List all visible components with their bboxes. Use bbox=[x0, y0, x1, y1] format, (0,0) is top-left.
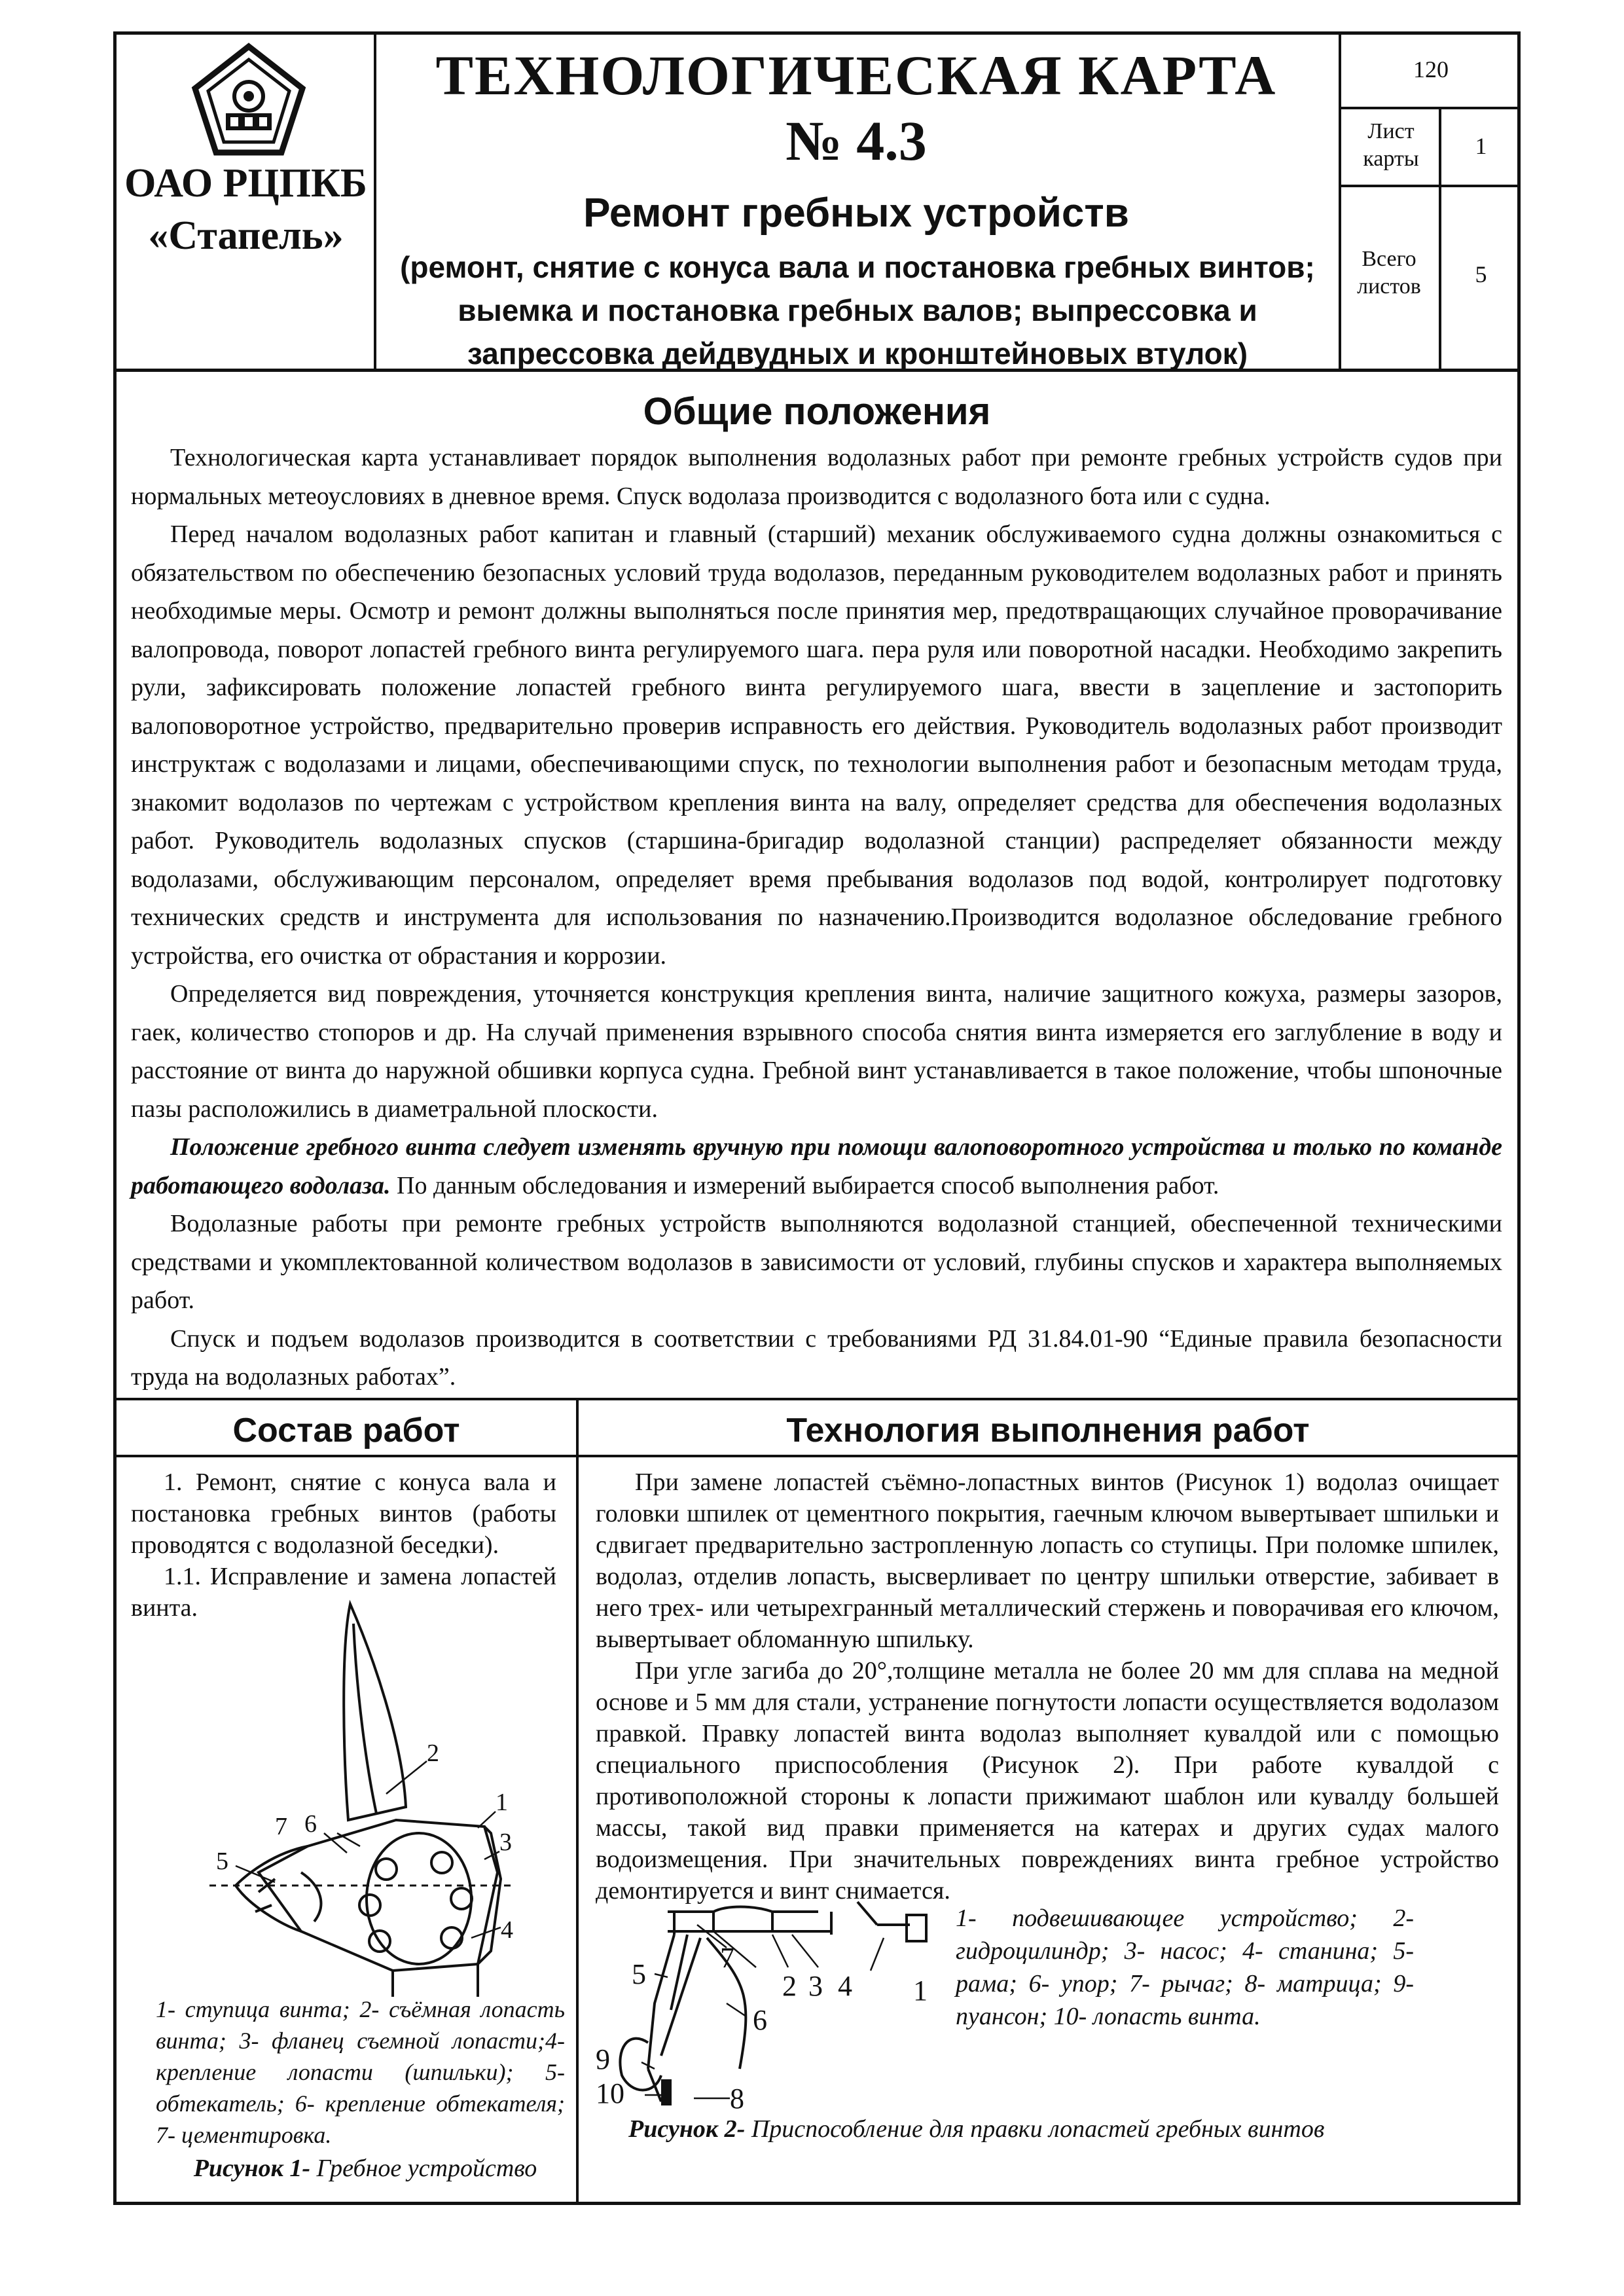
works-composition-header: Состав работ bbox=[232, 1412, 460, 1449]
safety-emphasis: Положение гребного винта следует изменять вручную при помощи валоповоротного устройства и только по команде работающего водолаза. bbox=[131, 1133, 1502, 1199]
fig2-label-5: 5 bbox=[632, 1958, 646, 1990]
technology-text bbox=[596, 1467, 1499, 1906]
fig2-label-8: 8 bbox=[730, 2083, 744, 2115]
general-paragraph-2: Перед началом водолазных работ капитан и главный (старший) механик обслуживаемого судна должны ознакомиться с обязательством по обеспечению безопасных условий труда водолазов, переданным руководителем водолазных работ и принять необходимые меры. Осмотр и ремонт должны выполняться после принятия мер, предотвращающих случайное проворачивание валопровода, поворот лопастей гребного винта регулируемого шага. пера руля или поворотной насадки. Необходимо закрепить рули, зафиксировать положение лопастей гребного винта регулируемого шага, ввести в зацепление и застопорить валоповоротное устройство, предварительно проверив исправность его действия. Руководитель водолазных работ производит инструктаж с водолазами и лицами, обеспечивающими спуск, по технологии выполнения работ и безопасным методам труда, знакомит водолазов по чертежам с устройством крепления винта на валу, определяет средства для обеспечения водолазных работ. Руководитель водолазных спусков (старшина-бригадир водолазной станции) распределяет обязанности между водолазами, обслуживающим персоналом, определяет время пребывания водолазов под водой, контролирует подготовку технических средств и инструмента для использования по назначению.Производится водолазное обследование гребного устройства, его очистка от обрастания и коррозии. bbox=[131, 520, 1502, 970]
figure-1-title-bold: Рисунок 1- bbox=[193, 2155, 311, 2182]
figure-1-title bbox=[156, 2154, 575, 2183]
header-cell-line-1 bbox=[1339, 107, 1521, 109]
fig2-label-1: 1 bbox=[913, 1975, 928, 2007]
columns-head-line bbox=[113, 1455, 1521, 1457]
fig2-label-2: 2 bbox=[782, 1970, 797, 2002]
page-number: 120 bbox=[1413, 56, 1449, 82]
technology-paragraph-2: При угле загиба до 20°,толщине металла не более 20 мм для сплава на медной основе и 5 мм для стали, устранение погнутости лопасти осуществляется водолазом правкой. Правку лопастей винта водолаз выполняет кувалдой или с помощью специального приспособления (Рисунок 2). При работе кувалдой с противоположной стороны к лопасти прижимают шаблон или кувалду большей массы, такой вид правки применяется на катерах и других судах малого водоизмещения. При значительных повреждениях винта гребное устройство демонтируется и винт снимается. bbox=[596, 1657, 1499, 1904]
fig2-label-10: 10 bbox=[596, 2077, 624, 2109]
fig2-label-4: 4 bbox=[838, 1970, 852, 2002]
figure-2-legend: 1- подвешивающее устройство; 2- гидроцилиндр; 3- насос; 4- станина; 5- рама; 6- упор; 7- рычаг; 8- матрица; 9- пуансон; 10- лопасть винта. bbox=[956, 1904, 1414, 2030]
figure-2-title bbox=[628, 2115, 1466, 2143]
organization-name bbox=[117, 157, 375, 262]
fig1-label-4: 4 bbox=[501, 1916, 513, 1944]
technology-header: Технология выполнения работ bbox=[786, 1412, 1310, 1449]
fig2-label-7: 7 bbox=[720, 1942, 734, 1974]
general-paragraph-1: Технологическая карта устанавливает порядок выполнения водолазных работ при ремонте гребных устройств судов при нормальных метеоусловиях в дневное время. Спуск водолаза производится с водолазного бота или с судна. bbox=[131, 444, 1502, 510]
fig2-label-3: 3 bbox=[808, 1970, 823, 2002]
fig1-label-3: 3 bbox=[499, 1829, 512, 1856]
card-number: № 4.3 bbox=[785, 109, 927, 172]
work-item-1-1: 1.1. Исправление и замена лопастей винта. bbox=[131, 1563, 556, 1622]
company-logo-icon bbox=[190, 43, 308, 157]
header-cell-line-2 bbox=[1339, 185, 1521, 187]
fig1-label-2: 2 bbox=[427, 1740, 439, 1767]
fig1-label-7: 7 bbox=[275, 1813, 287, 1840]
org-line2: «Стапель» bbox=[148, 213, 344, 258]
fig1-label-1: 1 bbox=[496, 1789, 508, 1816]
columns-top-line bbox=[113, 1398, 1521, 1400]
general-section-body bbox=[131, 439, 1502, 1396]
work-item-1: 1. Ремонт, снятие с конуса вала и постановка гребных винтов (работы проводятся с водолазной беседки). bbox=[131, 1468, 556, 1559]
card-subtitle: Ремонт гребных устройств bbox=[583, 191, 1129, 236]
fig1-label-6: 6 bbox=[304, 1810, 317, 1838]
columns-divider bbox=[576, 1398, 579, 2205]
sheet-label: Лист карты bbox=[1363, 119, 1419, 171]
total-sheets-label: Всего листов bbox=[1357, 247, 1421, 299]
card-description: (ремонт, снятие с конуса вала и постановка гребных винтов; выемка и постановка гребных валов; выпрессовка и запрессовка дейдвудных и кронштейновых втулок) bbox=[400, 250, 1315, 371]
figure-2-title-rest: Приспособление для правки лопастей гребных винтов bbox=[745, 2115, 1325, 2143]
general-paragraph-4-rest: По данным обследования и измерений выбирается способ выполнения работ. bbox=[390, 1171, 1219, 1199]
figure-1-title-rest: Гребное устройство bbox=[310, 2155, 537, 2182]
org-line1: ОАО РЦПКБ bbox=[124, 161, 367, 206]
general-paragraph-6: Спуск и подъем водолазов производится в соответствии с требованиями РД 31.84.01-90 “Единые правила безопасности труда на водолазных работах”. bbox=[131, 1324, 1502, 1391]
figure-1-propeller-drawing bbox=[209, 1597, 563, 1997]
general-paragraph-4 bbox=[131, 1128, 1502, 1205]
fig1-label-5: 5 bbox=[216, 1848, 228, 1875]
fig2-label-9: 9 bbox=[596, 2043, 610, 2075]
general-section-title: Общие положения bbox=[643, 390, 991, 433]
figure-2-title-bold: Рисунок 2- bbox=[628, 2115, 746, 2143]
technology-paragraph-1: При замене лопастей съёмно-лопастных винтов (Рисунок 1) водолаз очищает головки шпилек от цементного покрытия, гаечным ключом вывертывает шпильки и сдвигает предварительно застропленную лопасть со ступицы. При поломке шпилек, водолаз, отделив лопасть, высверливает по центру шпильки отверстие, забивает в него трех- или четырехгранный металлический стержень и поворачивая его ключом, вывертывает обломанную шпильку. bbox=[596, 1468, 1499, 1653]
total-sheets-value: 5 bbox=[1475, 261, 1487, 287]
document-title: ТЕХНОЛОГИЧЕСКАЯ КАРТА bbox=[435, 44, 1277, 107]
general-paragraph-5: Водолазные работы при ремонте гребных устройств выполняются водолазной станцией, обеспеченной техническими средствами и укомплектованной количеством водолазов в зависимости от условий, глубины спусков и характера выполняемых работ. bbox=[131, 1210, 1502, 1314]
figure-2-straightening-device-drawing bbox=[596, 1899, 949, 2115]
general-paragraph-3: Определяется вид повреждения, уточняется конструкция крепления винта, наличие защитного кожуха, размеры зазоров, гаек, количество стопоров и др. На случай применения взрывного способа снятия винта измеряется его заглубление в воду и расстояние от винта до наружной обшивки корпуса судна. Гребной винт устанавливается в такое положение, чтобы шпоночные пазы расположились в диаметральной плоскости. bbox=[131, 980, 1502, 1123]
figure-1-caption: 1- ступица винта; 2- съёмная лопасть винта; 3- фланец съемной лопасти;4- крепление лопасти (шпильки); 5- обтекатель; 6- крепление обтекателя; 7- цементировка. bbox=[156, 1996, 565, 2148]
fig2-label-6: 6 bbox=[753, 2004, 767, 2036]
sheet-value: 1 bbox=[1475, 133, 1487, 159]
